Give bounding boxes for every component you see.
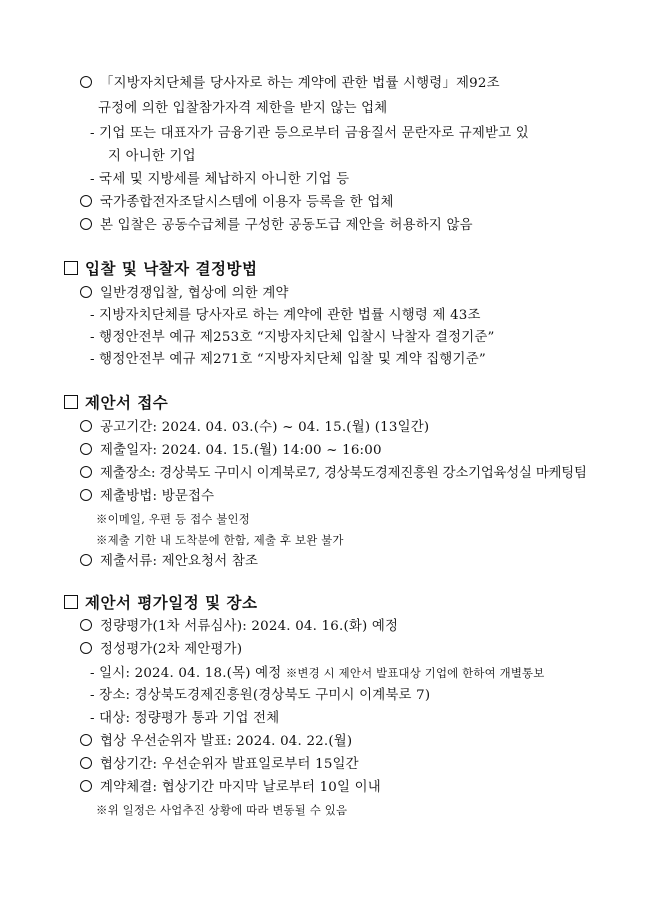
sub-item: - 행정안전부 예규 제271호 “지방자치단체 입찰 및 계약 집행기준” (90, 352, 486, 367)
item-text: 계약체결: 협상기간 마지막 날로부터 10일 이내 (100, 780, 381, 795)
section-heading (64, 259, 257, 279)
circle-bullet-icon (80, 466, 92, 478)
circle-bullet-icon (80, 420, 92, 432)
item-text: 국가종합전자조달시스템에 이용자 등록을 한 업체 (100, 195, 394, 210)
sub-item: - 대상: 정량평가 통과 기업 전체 (90, 711, 280, 726)
circle-bullet-icon (80, 780, 92, 792)
note-text: ※이메일, 우편 등 접수 불인정 (96, 512, 250, 526)
heading-text: 제안서 접수 (85, 394, 169, 412)
circle-bullet-item (80, 617, 398, 637)
circle-bullet-item (80, 193, 394, 213)
sub-item: - 국세 및 지방세를 체납하지 아니한 기업 등 (90, 172, 350, 187)
square-bullet-icon (64, 595, 78, 609)
circle-bullet-item (80, 74, 500, 94)
circle-bullet-item (80, 464, 587, 484)
heading-text: 입찰 및 낙찰자 결정방법 (85, 260, 258, 278)
circle-bullet-item (80, 755, 359, 775)
circle-bullet-item (80, 284, 289, 304)
circle-bullet-item (80, 778, 381, 798)
circle-bullet-item (80, 216, 473, 236)
circle-bullet-icon (80, 642, 92, 654)
circle-bullet-icon (80, 489, 92, 501)
sub-item (90, 663, 544, 684)
item-text: 공고기간: 2024. 04. 03.(수) ~ 04. 15.(월) (13일간) (100, 420, 430, 435)
circle-bullet-icon (80, 443, 92, 455)
sub-item: - 기업 또는 대표자가 금융기관 등으로부터 금융질서 문란자로 규제받고 있 (90, 126, 529, 141)
item-text: 협상 우선순위자 발표: 2024. 04. 22.(월) (100, 734, 353, 749)
circle-bullet-item (80, 552, 258, 572)
square-bullet-icon (64, 395, 78, 409)
circle-bullet-icon (80, 218, 92, 230)
circle-bullet-item (80, 640, 242, 660)
item-text: 본 입찰은 공동수급체를 구성한 공동도급 제안을 허용하지 않음 (100, 218, 473, 233)
item-text: 일반경쟁입찰, 협상에 의한 계약 (100, 286, 289, 301)
item-text: 제출장소: 경상북도 구미시 이계북로7, 경상북도경제진흥원 강소기업육성실 마케팅팀 (100, 466, 587, 481)
item-text: 「지방자치단체를 당사자로 하는 계약에 관한 법률 시행령」제92조 (100, 76, 500, 91)
sub-item-continuation: 지 아니한 기업 (108, 149, 196, 164)
circle-bullet-icon (80, 734, 92, 746)
circle-bullet-item (80, 441, 382, 461)
section-heading (64, 393, 168, 413)
sub-item: - 행정안전부 예규 제253호 “지방자치단체 입찰시 낙찰자 결정기준” (90, 330, 495, 345)
item-text: 협상기간: 우선순위자 발표일로부터 15일간 (100, 757, 359, 772)
item-text: 정량평가(1차 서류심사): 2024. 04. 16.(화) 예정 (100, 619, 399, 634)
circle-bullet-icon (80, 757, 92, 769)
square-bullet-icon (64, 261, 78, 275)
item-text: 정성평가(2차 제안평가) (100, 642, 243, 657)
note-text: ※위 일정은 사업추진 상황에 따라 변동될 수 있음 (96, 803, 348, 817)
sub-item: - 장소: 경상북도경제진흥원(경상북도 구미시 이계북로 7) (90, 688, 431, 703)
circle-bullet-item (80, 732, 352, 752)
circle-bullet-item (80, 418, 429, 438)
section-heading (64, 593, 257, 613)
sub-item: - 지방자치단체를 당사자로 하는 계약에 관한 법률 시행령 제 43조 (90, 308, 481, 323)
circle-bullet-item (80, 487, 214, 507)
sub-item-text: - 일시: 2024. 04. 18.(목) 예정 (90, 666, 282, 681)
circle-bullet-icon (80, 619, 92, 631)
item-text: 제출일자: 2024. 04. 15.(월) 14:00 ~ 16:00 (100, 443, 382, 458)
circle-bullet-icon (80, 76, 92, 88)
item-text: 제출서류: 제안요청서 참조 (100, 554, 259, 569)
item-text: 제출방법: 방문접수 (100, 489, 215, 504)
note-text: ※제출 기한 내 도착분에 한함, 제출 후 보완 불가 (96, 533, 344, 547)
circle-bullet-icon (80, 286, 92, 298)
circle-bullet-icon (80, 554, 92, 566)
heading-text: 제안서 평가일정 및 장소 (85, 594, 258, 612)
item-continuation: 규정에 의한 입찰참가자격 제한을 받지 않는 업체 (98, 101, 388, 116)
circle-bullet-icon (80, 195, 92, 207)
note-text: ※변경 시 제안서 발표대상 기업에 한하여 개별통보 (285, 666, 545, 680)
